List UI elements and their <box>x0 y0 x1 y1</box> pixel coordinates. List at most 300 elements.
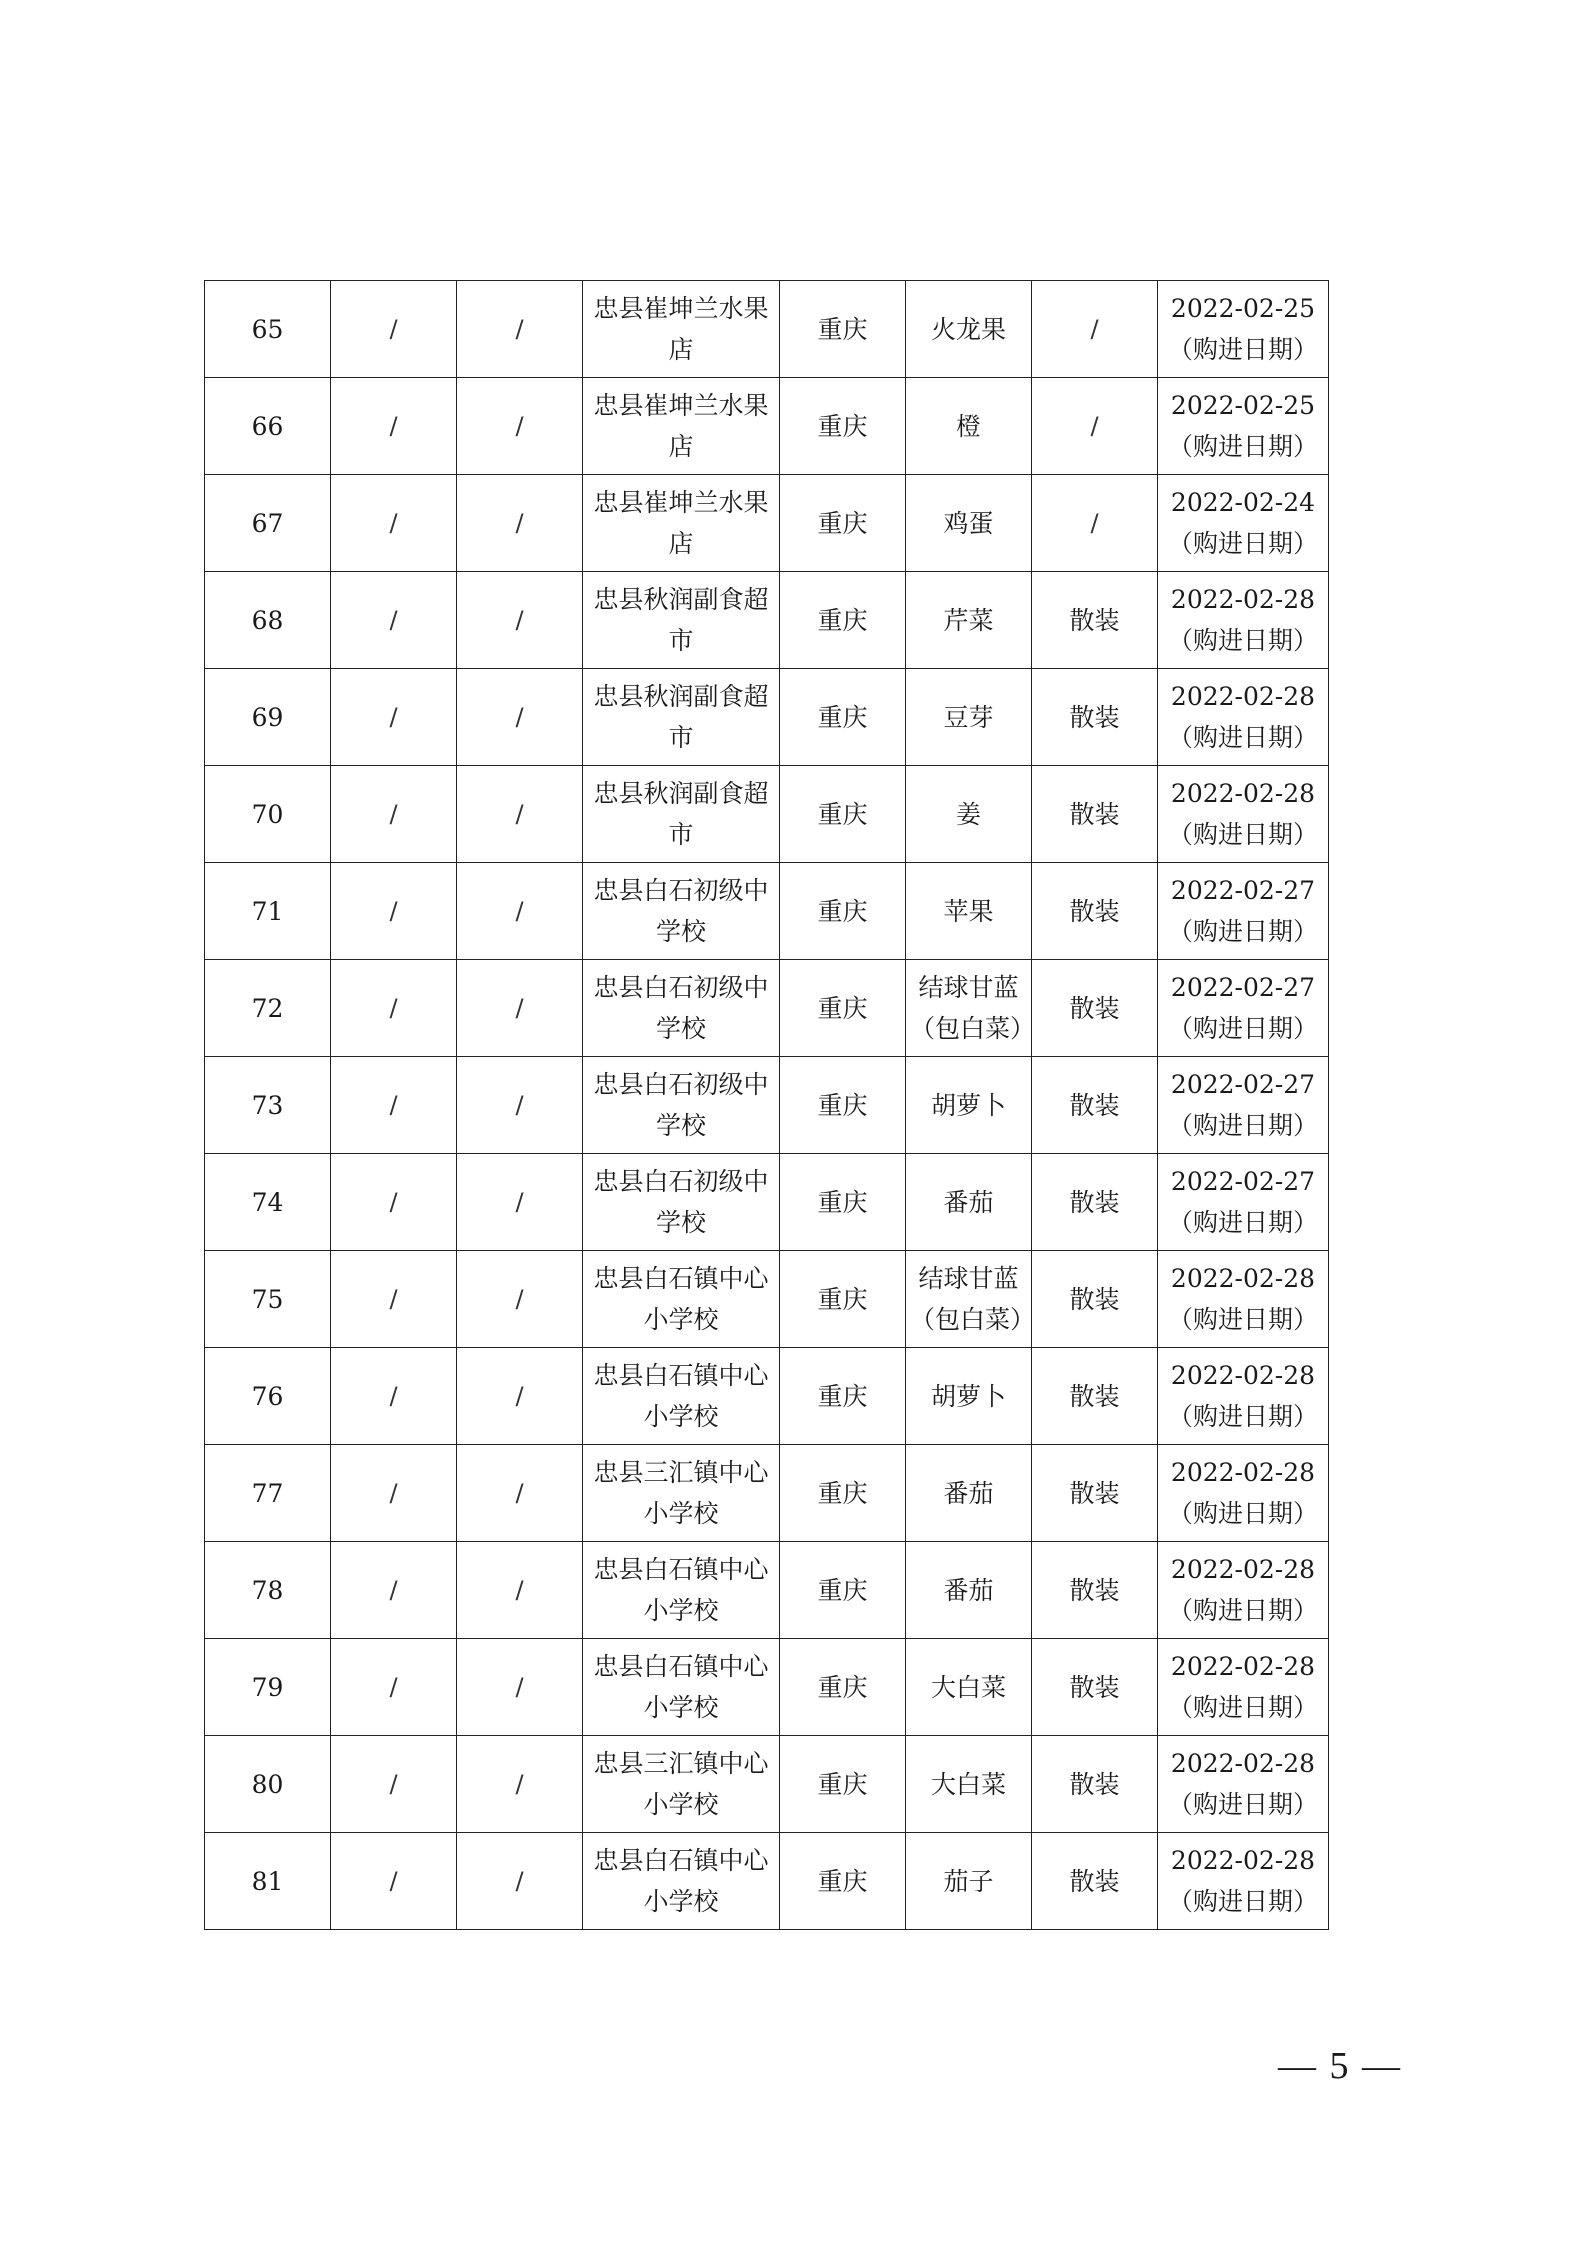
cell-sampled-unit-line: 忠县秋润副食超 <box>593 682 769 711</box>
cell-sampled-unit-line: 学校 <box>655 1014 706 1043</box>
cell-slash-text: / <box>515 1673 524 1701</box>
cell-slash <box>331 1057 457 1154</box>
cell-sampled-unit <box>583 1833 780 1930</box>
cell-date <box>1158 766 1329 863</box>
cell-region <box>780 475 906 572</box>
cell-sampled-unit-line: 小学校 <box>643 1790 719 1819</box>
cell-serial-number <box>205 1833 331 1930</box>
cell-region <box>780 1833 906 1930</box>
cell-date-line: 2022-02-28 <box>1170 1652 1316 1681</box>
cell-slash-text: / <box>515 1285 524 1313</box>
cell-slash-text: / <box>515 315 524 343</box>
cell-food-name <box>906 669 1032 766</box>
table-row <box>205 1348 1329 1445</box>
cell-slash <box>457 863 583 960</box>
cell-slash-text: / <box>389 994 398 1022</box>
cell-slash-text: / <box>515 1576 524 1604</box>
cell-slash-text: / <box>515 897 524 925</box>
cell-sampled-unit <box>583 1445 780 1542</box>
cell-region-text: 重庆 <box>817 314 868 344</box>
cell-slash <box>457 1833 583 1930</box>
cell-food-name-line: 茄子 <box>943 1866 994 1896</box>
cell-specification <box>1032 572 1158 669</box>
cell-food-name-line: 姜 <box>955 799 981 829</box>
cell-slash <box>457 960 583 1057</box>
cell-slash-text: / <box>389 509 398 537</box>
cell-region-text: 重庆 <box>817 411 868 441</box>
cell-sampled-unit <box>583 1639 780 1736</box>
cell-slash <box>457 281 583 378</box>
cell-region-text: 重庆 <box>817 799 868 829</box>
cell-sampled-unit <box>583 378 780 475</box>
cell-date-line: （购进日期） <box>1167 432 1318 461</box>
cell-sampled-unit-line: 忠县白石初级中 <box>593 876 769 905</box>
table-row <box>205 475 1329 572</box>
cell-date-line: （购进日期） <box>1167 1693 1318 1722</box>
cell-date-line: 2022-02-28 <box>1170 1555 1316 1584</box>
cell-slash-text: / <box>389 1576 398 1604</box>
cell-serial-number <box>205 572 331 669</box>
cell-sampled-unit-line: 忠县白石镇中心 <box>593 1652 769 1681</box>
cell-sampled-unit-line: 学校 <box>655 1208 706 1237</box>
cell-date-line: （购进日期） <box>1167 1305 1318 1334</box>
cell-slash <box>331 281 457 378</box>
cell-date <box>1158 1348 1329 1445</box>
cell-date-line: 2022-02-27 <box>1170 876 1316 905</box>
cell-slash <box>457 1542 583 1639</box>
cell-serial-number-text: 73 <box>251 1090 284 1120</box>
cell-region <box>780 863 906 960</box>
cell-slash <box>331 669 457 766</box>
cell-serial-number-text: 66 <box>251 411 284 441</box>
cell-serial-number-text: 67 <box>251 508 284 538</box>
cell-date <box>1158 1154 1329 1251</box>
cell-slash-text: / <box>389 606 398 634</box>
cell-serial-number <box>205 281 331 378</box>
cell-specification <box>1032 1639 1158 1736</box>
cell-sampled-unit <box>583 766 780 863</box>
cell-slash <box>331 1251 457 1348</box>
table-row <box>205 1154 1329 1251</box>
cell-sampled-unit-line: 店 <box>668 432 694 461</box>
cell-sampled-unit-line: 忠县秋润副食超 <box>593 585 769 614</box>
cell-serial-number-text: 71 <box>251 896 284 926</box>
cell-date-line: （购进日期） <box>1167 1208 1318 1237</box>
cell-date-line: （购进日期） <box>1167 1499 1318 1528</box>
cell-region <box>780 1445 906 1542</box>
cell-food-name <box>906 1445 1032 1542</box>
cell-sampled-unit-line: 市 <box>668 626 694 655</box>
cell-specification <box>1032 1542 1158 1639</box>
cell-slash <box>331 1542 457 1639</box>
cell-slash <box>457 1057 583 1154</box>
cell-sampled-unit <box>583 1542 780 1639</box>
cell-region <box>780 1348 906 1445</box>
cell-specification-text: 散装 <box>1069 1284 1120 1314</box>
cell-date-line: 2022-02-28 <box>1170 1749 1316 1778</box>
cell-region-text: 重庆 <box>817 702 868 732</box>
cell-serial-number <box>205 1251 331 1348</box>
cell-serial-number-text: 81 <box>251 1866 284 1896</box>
cell-serial-number-text: 76 <box>251 1381 284 1411</box>
cell-food-name-line: 芹菜 <box>943 605 994 635</box>
cell-slash-text: / <box>389 412 398 440</box>
cell-food-name <box>906 378 1032 475</box>
cell-date-line: 2022-02-28 <box>1170 585 1316 614</box>
cell-food-name <box>906 475 1032 572</box>
cell-date <box>1158 475 1329 572</box>
table-body <box>205 281 1329 1930</box>
cell-food-name-line: （包白菜） <box>910 1305 1036 1334</box>
table-row <box>205 572 1329 669</box>
cell-sampled-unit <box>583 1154 780 1251</box>
cell-serial-number-text: 68 <box>251 605 284 635</box>
cell-serial-number <box>205 669 331 766</box>
cell-specification-text: 散装 <box>1069 1187 1120 1217</box>
cell-region-text: 重庆 <box>817 605 868 635</box>
cell-slash <box>457 1639 583 1736</box>
cell-slash <box>457 669 583 766</box>
cell-region <box>780 766 906 863</box>
cell-slash <box>331 863 457 960</box>
cell-sampled-unit-line: 市 <box>668 820 694 849</box>
cell-slash-text: / <box>515 1770 524 1798</box>
cell-sampled-unit-line: 小学校 <box>643 1596 719 1625</box>
cell-slash <box>457 1445 583 1542</box>
cell-specification <box>1032 960 1158 1057</box>
cell-slash-text: / <box>389 1285 398 1313</box>
cell-serial-number-text: 72 <box>251 993 284 1023</box>
cell-specification-text: / <box>1090 509 1099 537</box>
cell-region-text: 重庆 <box>817 1284 868 1314</box>
cell-date-line: 2022-02-27 <box>1170 1070 1316 1099</box>
cell-food-name <box>906 1833 1032 1930</box>
cell-sampled-unit-line: 忠县白石镇中心 <box>593 1264 769 1293</box>
cell-slash-text: / <box>515 1382 524 1410</box>
cell-serial-number-text: 75 <box>251 1284 284 1314</box>
cell-specification-text: / <box>1090 412 1099 440</box>
cell-food-name-line: （包白菜） <box>910 1014 1036 1043</box>
cell-region <box>780 1639 906 1736</box>
cell-food-name <box>906 281 1032 378</box>
cell-serial-number-text: 80 <box>251 1769 284 1799</box>
cell-sampled-unit-line: 市 <box>668 723 694 752</box>
cell-food-name <box>906 572 1032 669</box>
cell-date-line: 2022-02-28 <box>1170 1458 1316 1487</box>
cell-slash-text: / <box>515 800 524 828</box>
cell-specification <box>1032 1736 1158 1833</box>
cell-specification <box>1032 475 1158 572</box>
cell-food-name <box>906 960 1036 1057</box>
cell-food-name-line: 大白菜 <box>930 1769 1006 1799</box>
cell-date <box>1158 1639 1329 1736</box>
cell-food-name-line: 火龙果 <box>930 314 1006 344</box>
cell-date <box>1158 863 1329 960</box>
cell-slash-text: / <box>389 897 398 925</box>
cell-sampled-unit <box>583 281 780 378</box>
cell-sampled-unit-line: 忠县崔坤兰水果 <box>593 294 769 323</box>
cell-specification <box>1032 378 1158 475</box>
cell-slash-text: / <box>515 509 524 537</box>
cell-food-name-line: 番茄 <box>943 1575 994 1605</box>
cell-serial-number-text: 74 <box>251 1187 284 1217</box>
cell-food-name <box>906 1348 1032 1445</box>
cell-region <box>780 960 906 1057</box>
table-row <box>205 281 1329 378</box>
cell-food-name <box>906 1154 1032 1251</box>
cell-slash-text: / <box>515 412 524 440</box>
cell-region-text: 重庆 <box>817 1672 868 1702</box>
cell-slash <box>457 1348 583 1445</box>
cell-slash-text: / <box>389 1867 398 1895</box>
cell-specification-text: 散装 <box>1069 993 1120 1023</box>
cell-slash-text: / <box>515 606 524 634</box>
cell-date-line: 2022-02-28 <box>1170 1361 1316 1390</box>
cell-date-line: （购进日期） <box>1167 1887 1318 1916</box>
cell-food-name-line: 胡萝卜 <box>930 1090 1006 1120</box>
cell-date-line: （购进日期） <box>1167 1790 1318 1819</box>
cell-date-line: （购进日期） <box>1167 820 1318 849</box>
cell-region-text: 重庆 <box>817 1090 868 1120</box>
cell-serial-number <box>205 766 331 863</box>
cell-date-line: （购进日期） <box>1167 335 1318 364</box>
cell-region-text: 重庆 <box>817 508 868 538</box>
cell-food-name-line: 胡萝卜 <box>930 1381 1006 1411</box>
cell-date-line: （购进日期） <box>1167 723 1318 752</box>
cell-sampled-unit <box>583 572 780 669</box>
cell-slash-text: / <box>389 703 398 731</box>
cell-specification <box>1032 1251 1158 1348</box>
cell-serial-number-text: 79 <box>251 1672 284 1702</box>
cell-sampled-unit-line: 忠县三汇镇中心 <box>593 1458 769 1487</box>
cell-specification <box>1032 1057 1158 1154</box>
table-row <box>205 1639 1329 1736</box>
cell-date-line: （购进日期） <box>1167 1111 1318 1140</box>
cell-date <box>1158 1251 1329 1348</box>
cell-food-name-line: 豆芽 <box>943 702 994 732</box>
cell-serial-number <box>205 1445 331 1542</box>
cell-serial-number <box>205 378 331 475</box>
cell-sampled-unit <box>583 960 780 1057</box>
sampling-results-table <box>204 280 1329 1930</box>
cell-date-line: 2022-02-27 <box>1170 973 1316 1002</box>
cell-date-line: 2022-02-28 <box>1170 682 1316 711</box>
cell-slash <box>457 378 583 475</box>
cell-region <box>780 1154 906 1251</box>
cell-food-name-line: 苹果 <box>943 896 994 926</box>
cell-date-line: 2022-02-28 <box>1170 779 1316 808</box>
cell-specification-text: 散装 <box>1069 1478 1120 1508</box>
cell-slash <box>331 1348 457 1445</box>
cell-slash <box>331 1445 457 1542</box>
cell-sampled-unit-line: 店 <box>668 335 694 364</box>
cell-serial-number <box>205 960 331 1057</box>
cell-slash <box>331 378 457 475</box>
cell-serial-number-text: 78 <box>251 1575 284 1605</box>
cell-slash-text: / <box>389 1382 398 1410</box>
cell-specification <box>1032 766 1158 863</box>
cell-specification-text: 散装 <box>1069 896 1120 926</box>
cell-sampled-unit-line: 忠县白石镇中心 <box>593 1846 769 1875</box>
table-row <box>205 669 1329 766</box>
cell-date-line: 2022-02-28 <box>1170 1846 1316 1875</box>
cell-sampled-unit-line: 小学校 <box>643 1305 719 1334</box>
table-row <box>205 1736 1329 1833</box>
cell-sampled-unit <box>583 1736 780 1833</box>
cell-region <box>780 378 906 475</box>
cell-slash-text: / <box>515 1091 524 1119</box>
cell-region-text: 重庆 <box>817 1187 868 1217</box>
cell-date-line: 2022-02-25 <box>1170 294 1316 323</box>
cell-food-name-line: 鸡蛋 <box>943 508 994 538</box>
cell-specification-text: 散装 <box>1069 799 1120 829</box>
cell-sampled-unit-line: 忠县崔坤兰水果 <box>593 391 769 420</box>
cell-date-line: 2022-02-25 <box>1170 391 1316 420</box>
cell-date-line: （购进日期） <box>1167 626 1318 655</box>
cell-sampled-unit <box>583 1057 780 1154</box>
table-row <box>205 863 1329 960</box>
cell-slash <box>331 960 457 1057</box>
cell-specification <box>1032 1445 1158 1542</box>
cell-slash-text: / <box>515 703 524 731</box>
cell-sampled-unit-line: 忠县三汇镇中心 <box>593 1749 769 1778</box>
cell-region <box>780 1736 906 1833</box>
cell-slash-text: / <box>515 994 524 1022</box>
cell-specification <box>1032 669 1158 766</box>
cell-date <box>1158 281 1329 378</box>
cell-sampled-unit <box>583 669 780 766</box>
cell-slash-text: / <box>389 1188 398 1216</box>
cell-specification-text: 散装 <box>1069 1381 1120 1411</box>
table-row <box>205 1445 1329 1542</box>
cell-food-name-line: 大白菜 <box>930 1672 1006 1702</box>
cell-slash <box>457 1154 583 1251</box>
cell-region <box>780 1542 906 1639</box>
cell-date-line: （购进日期） <box>1167 1596 1318 1625</box>
cell-date-line: （购进日期） <box>1167 1402 1318 1431</box>
cell-food-name-line: 番茄 <box>943 1187 994 1217</box>
cell-sampled-unit <box>583 863 780 960</box>
cell-region <box>780 669 906 766</box>
cell-slash-text: / <box>515 1867 524 1895</box>
cell-sampled-unit <box>583 475 780 572</box>
cell-food-name <box>906 766 1032 863</box>
cell-slash-text: / <box>389 315 398 343</box>
cell-food-name-line: 番茄 <box>943 1478 994 1508</box>
cell-sampled-unit-line: 学校 <box>655 1111 706 1140</box>
document-page <box>204 280 1329 1930</box>
cell-slash-text: / <box>389 1673 398 1701</box>
cell-serial-number <box>205 1736 331 1833</box>
table-row <box>205 1833 1329 1930</box>
cell-slash-text: / <box>389 1091 398 1119</box>
cell-slash <box>331 572 457 669</box>
cell-serial-number-text: 69 <box>251 702 284 732</box>
cell-food-name <box>906 1057 1032 1154</box>
cell-serial-number <box>205 863 331 960</box>
cell-specification <box>1032 1833 1158 1930</box>
cell-sampled-unit-line: 忠县白石初级中 <box>593 973 769 1002</box>
cell-specification-text: 散装 <box>1069 1575 1120 1605</box>
cell-specification <box>1032 1154 1158 1251</box>
cell-slash <box>457 1251 583 1348</box>
cell-food-name <box>906 1639 1032 1736</box>
cell-slash <box>331 1736 457 1833</box>
cell-date <box>1158 572 1329 669</box>
cell-region-text: 重庆 <box>817 993 868 1023</box>
cell-specification-text: 散装 <box>1069 1769 1120 1799</box>
cell-food-name-line: 结球甘蓝 <box>918 1264 1019 1293</box>
cell-slash <box>331 475 457 572</box>
cell-date <box>1158 1542 1329 1639</box>
cell-slash-text: / <box>515 1188 524 1216</box>
cell-sampled-unit <box>583 1251 780 1348</box>
cell-food-name-line: 橙 <box>955 411 981 441</box>
cell-specification-text: 散装 <box>1069 1090 1120 1120</box>
cell-specification <box>1032 863 1158 960</box>
cell-date <box>1158 378 1329 475</box>
cell-date-line: 2022-02-28 <box>1170 1264 1316 1293</box>
cell-sampled-unit-line: 忠县白石初级中 <box>593 1070 769 1099</box>
cell-slash <box>457 1736 583 1833</box>
cell-sampled-unit-line: 学校 <box>655 917 706 946</box>
cell-serial-number <box>205 475 331 572</box>
cell-sampled-unit-line: 小学校 <box>643 1693 719 1722</box>
cell-date <box>1158 1736 1329 1833</box>
cell-food-name <box>906 863 1032 960</box>
cell-sampled-unit-line: 忠县秋润副食超 <box>593 779 769 808</box>
table-row <box>205 960 1329 1057</box>
cell-sampled-unit-line: 小学校 <box>643 1402 719 1431</box>
cell-slash <box>457 766 583 863</box>
cell-date <box>1158 1057 1329 1154</box>
cell-date-line: 2022-02-27 <box>1170 1167 1316 1196</box>
cell-serial-number-text: 65 <box>251 314 284 344</box>
cell-slash-text: / <box>389 1479 398 1507</box>
cell-region-text: 重庆 <box>817 1575 868 1605</box>
cell-slash <box>331 1833 457 1930</box>
cell-slash <box>331 766 457 863</box>
cell-serial-number-text: 77 <box>251 1478 284 1508</box>
cell-date <box>1158 669 1329 766</box>
cell-sampled-unit-line: 小学校 <box>643 1499 719 1528</box>
cell-sampled-unit-line: 忠县白石镇中心 <box>593 1555 769 1584</box>
table-row <box>205 1542 1329 1639</box>
cell-slash <box>457 475 583 572</box>
cell-specification-text: 散装 <box>1069 1672 1120 1702</box>
cell-specification <box>1032 281 1158 378</box>
cell-food-name <box>906 1542 1032 1639</box>
cell-region <box>780 281 906 378</box>
cell-date-line: （购进日期） <box>1167 529 1318 558</box>
cell-date-line: （购进日期） <box>1167 1014 1318 1043</box>
cell-specification-text: 散装 <box>1069 702 1120 732</box>
table-row <box>205 1251 1329 1348</box>
cell-date <box>1158 1445 1329 1542</box>
cell-specification <box>1032 1348 1158 1445</box>
cell-sampled-unit <box>583 1348 780 1445</box>
cell-region-text: 重庆 <box>817 1381 868 1411</box>
cell-region-text: 重庆 <box>817 896 868 926</box>
cell-sampled-unit-line: 店 <box>668 529 694 558</box>
cell-region <box>780 1057 906 1154</box>
cell-region <box>780 1251 906 1348</box>
cell-slash-text: / <box>389 800 398 828</box>
cell-specification-text: 散装 <box>1069 605 1120 635</box>
cell-serial-number-text: 70 <box>251 799 284 829</box>
cell-sampled-unit-line: 忠县白石镇中心 <box>593 1361 769 1390</box>
cell-slash-text: / <box>515 1479 524 1507</box>
